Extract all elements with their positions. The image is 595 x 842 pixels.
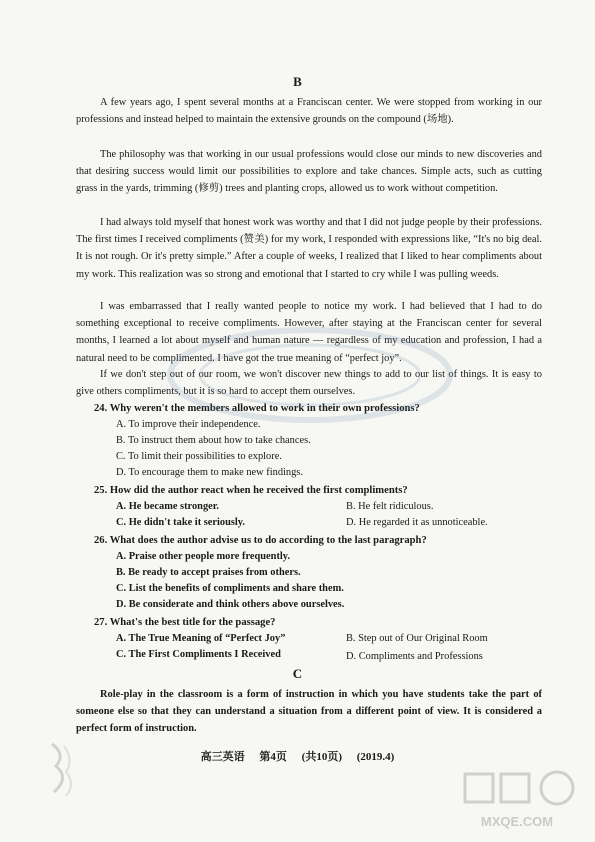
site-logo-watermark-icon [457, 762, 577, 832]
question-27: 27. What's the best title for the passage? [94, 617, 276, 628]
paragraph-4: I was embarrassed that I really wanted people to notice my work. I had believed that I had to do something exceptional to receive compliments. However, after staying at the Franciscan center for several months, I learned a lot about myself and human nature — regardless of my education and profession, I had a natural need to be complimented. I have got the true meaning of “perfect joy”. [76, 301, 542, 364]
q26-option-b: B. Be ready to accept praises from others. [116, 567, 301, 578]
q24-option-d: D. To encourage them to make new findings. [116, 467, 303, 478]
q27-option-a: A. The True Meaning of “Perfect Joy” [116, 633, 286, 644]
paragraph-c: Role-play in the classroom is a form of instruction in which you have students take the part of someone else so that they can understand a situation from a different point of view. It is considered a perfect form of instruction. [76, 689, 542, 735]
paragraph-3: I had always told myself that honest work was worthy and that I did not judge people by their professions. The first times I received compliments (赞美) for my work, I responded with expressions like, “It's no big deal. It is not rough. Or it's pretty simple.” After a couple of weeks, I realized that I liked to hear compliments about my work. This realization was so strong and emotional that I started to cry while I was pulling weeds. [76, 217, 542, 280]
footer-total: (共10页) [301, 751, 342, 763]
q26-option-a: A. Praise other people more frequently. [116, 551, 291, 562]
section-c-heading: C [292, 666, 303, 681]
q24-option-b: B. To instruct them about how to take chances. [116, 435, 311, 446]
watermark-text: MXQE.COM [480, 814, 554, 829]
q24-option-a: A. To improve their independence. [116, 419, 261, 430]
footer-subject: 高三英语 [200, 751, 245, 763]
q25-option-b: B. He felt ridiculous. [346, 501, 434, 512]
q27-option-b: B. Step out of Our Original Room [346, 633, 488, 644]
q26-option-d: D. Be considerate and think others above ourselves. [116, 599, 345, 610]
q25-option-c: C. He didn't take it seriously. [116, 517, 246, 528]
q26-option-c: C. List the benefits of compliments and share them. [116, 583, 344, 594]
section-b-heading: B [293, 74, 302, 89]
q27-option-d: D. Compliments and Professions [346, 651, 483, 662]
stamp-watermark-icon [160, 320, 460, 430]
question-25: 25. How did the author react when he received the first compliments? [94, 485, 408, 496]
question-26: 26. What does the author advise us to do according to the last paragraph? [94, 535, 427, 546]
paragraph-1: A few years ago, I spent several months at a Franciscan center. We were stopped from working in our professions and instead helped to maintain the extensive grounds on the compound (场地). [76, 97, 542, 126]
question-24: 24. Why weren't the members allowed to work in their own professions? [94, 403, 420, 414]
paragraph-5: If we don't step out of our room, we won't discover new things to add to our list of things. It is easy to give others compliments, but it is so hard to accept them ourselves. [76, 369, 542, 398]
scan-edge-mark [46, 740, 82, 800]
q25-option-d: D. He regarded it as unnoticeable. [346, 517, 488, 528]
q25-option-a: A. He became stronger. [116, 501, 220, 512]
q24-option-c: C. To limit their possibilities to explore. [116, 451, 282, 462]
footer-page: 第4页 [259, 751, 287, 763]
footer-date: (2019.4) [356, 751, 395, 763]
q27-option-c: C. The First Compliments I Received [116, 649, 281, 660]
paragraph-2: The philosophy was that working in our usual professions would close our minds to new discoveries and that desiring success would limit our possibilities to explore and take chances. Simple acts, such as cutting grass in the yards, trimming (修剪) trees and planting crops, allowed us to work without competition. [76, 149, 542, 195]
